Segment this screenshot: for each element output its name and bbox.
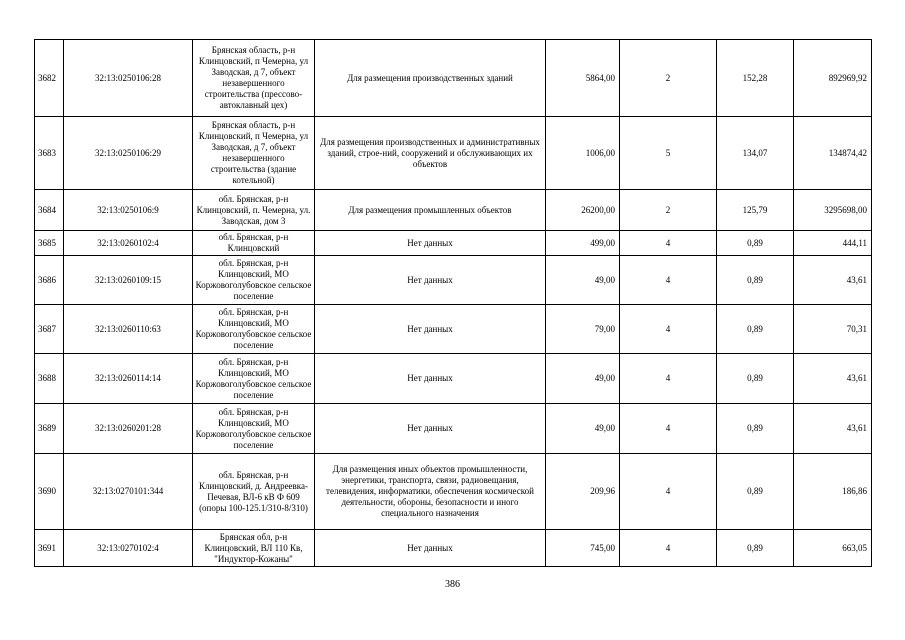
- table-row: [35, 256, 872, 305]
- area-cell: 745,00: [546, 530, 620, 567]
- value-cell: 444,11: [794, 231, 872, 256]
- table-row: [35, 117, 872, 190]
- row-number: 3685: [35, 231, 64, 256]
- value-cell: 663,05: [794, 530, 872, 567]
- rate-cell: 0,89: [717, 404, 794, 454]
- area-cell: 499,00: [546, 231, 620, 256]
- table-row: [35, 354, 872, 404]
- area-cell: 1006,00: [546, 117, 620, 190]
- cadastral-number: 32:13:0270101:344: [64, 454, 193, 530]
- cadastral-number: 32:13:0260201:28: [64, 404, 193, 454]
- cadastral-number: 32:13:0270102:4: [64, 530, 193, 567]
- table-row: [35, 530, 872, 567]
- value-cell: 892969,92: [794, 40, 872, 117]
- table-row: [35, 190, 872, 231]
- value-cell: 70,31: [794, 305, 872, 354]
- address-cell: обл. Брянская, р-н Клинцовский, п. Чемерна, ул. Заводская, дом 3: [193, 190, 315, 231]
- category-cell: 4: [620, 354, 717, 404]
- rate-cell: 0,89: [717, 231, 794, 256]
- row-number: 3687: [35, 305, 64, 354]
- cadastral-number: 32:13:0250106:9: [64, 190, 193, 231]
- rate-cell: 125,79: [717, 190, 794, 231]
- address-cell: обл. Брянская, р-н Клинцовский: [193, 231, 315, 256]
- row-number: 3690: [35, 454, 64, 530]
- cadastral-number: 32:13:0260102:4: [64, 231, 193, 256]
- category-cell: 4: [620, 231, 717, 256]
- category-cell: 2: [620, 190, 717, 231]
- value-cell: 43,61: [794, 354, 872, 404]
- address-cell: Брянская область, р-н Клинцовский, п Чемерна, ул Заводская, д 7, объект незавершенного строительства (прессово-автоклавный цех): [193, 40, 315, 117]
- address-cell: обл. Брянская, р-н Клинцовский, МО Коржовоголубовское сельское поселение: [193, 354, 315, 404]
- table-row: [35, 454, 872, 530]
- rate-cell: 0,89: [717, 530, 794, 567]
- value-cell: 43,61: [794, 404, 872, 454]
- purpose-cell: Для размещения промышленных объектов: [315, 190, 546, 231]
- address-cell: обл. Брянская, р-н Клинцовский, МО Коржовоголубовское сельское поселение: [193, 256, 315, 305]
- purpose-cell: Нет данных: [315, 404, 546, 454]
- row-number: 3688: [35, 354, 64, 404]
- value-cell: 43,61: [794, 256, 872, 305]
- category-cell: 4: [620, 530, 717, 567]
- table-row: [35, 305, 872, 354]
- row-number: 3684: [35, 190, 64, 231]
- category-cell: 4: [620, 454, 717, 530]
- area-cell: 49,00: [546, 256, 620, 305]
- category-cell: 4: [620, 404, 717, 454]
- row-number: 3686: [35, 256, 64, 305]
- address-cell: Брянская обл, р-н Клинцовский, ВЛ 110 Кв, "Индуктор-Кожаны": [193, 530, 315, 567]
- purpose-cell: Нет данных: [315, 256, 546, 305]
- row-number: 3683: [35, 117, 64, 190]
- address-cell: обл. Брянская, р-н Клинцовский, д. Андреевка-Печевая, ВЛ-6 кВ Ф 609 (опоры 100-125.1/310-8/310): [193, 454, 315, 530]
- rate-cell: 0,89: [717, 454, 794, 530]
- page-number: 386: [445, 579, 460, 590]
- land-registry-table: [34, 39, 872, 567]
- row-number: 3691: [35, 530, 64, 567]
- address-cell: Брянская область, р-н Клинцовский, п Чемерна, ул Заводская, д 7, объект незавершенного строительства (здание котельной): [193, 117, 315, 190]
- area-cell: 49,00: [546, 404, 620, 454]
- category-cell: 4: [620, 305, 717, 354]
- category-cell: 5: [620, 117, 717, 190]
- purpose-cell: Для размещения иных объектов промышленности, энергетики, транспорта, связи, радиовещания, телевидения, информатики, обеспечения космической деятельности, обороны, безопасности и иного специального назначения: [315, 454, 546, 530]
- rate-cell: 0,89: [717, 256, 794, 305]
- purpose-cell: Нет данных: [315, 354, 546, 404]
- table-row: [35, 231, 872, 256]
- category-cell: 2: [620, 40, 717, 117]
- area-cell: 5864,00: [546, 40, 620, 117]
- address-cell: обл. Брянская, р-н Клинцовский, МО Коржовоголубовское сельское поселение: [193, 305, 315, 354]
- cadastral-number: 32:13:0260110:63: [64, 305, 193, 354]
- category-cell: 4: [620, 256, 717, 305]
- cadastral-number: 32:13:0250106:29: [64, 117, 193, 190]
- cadastral-number: 32:13:0260109:15: [64, 256, 193, 305]
- rate-cell: 152,28: [717, 40, 794, 117]
- rate-cell: 134,07: [717, 117, 794, 190]
- rate-cell: 0,89: [717, 305, 794, 354]
- purpose-cell: Для размещения производственных и административных зданий, строе-ний, сооружений и обслуживающих их объектов: [315, 117, 546, 190]
- cadastral-number: 32:13:0260114:14: [64, 354, 193, 404]
- value-cell: 134874,42: [794, 117, 872, 190]
- area-cell: 26200,00: [546, 190, 620, 231]
- table-row: [35, 404, 872, 454]
- area-cell: 79,00: [546, 305, 620, 354]
- address-cell: обл. Брянская, р-н Клинцовский, МО Коржовоголубовское сельское поселение: [193, 404, 315, 454]
- rate-cell: 0,89: [717, 354, 794, 404]
- purpose-cell: Нет данных: [315, 305, 546, 354]
- value-cell: 186,86: [794, 454, 872, 530]
- purpose-cell: Нет данных: [315, 231, 546, 256]
- table-row: [35, 40, 872, 117]
- area-cell: 209,96: [546, 454, 620, 530]
- purpose-cell: Для размещения производственных зданий: [315, 40, 546, 117]
- area-cell: 49,00: [546, 354, 620, 404]
- row-number: 3682: [35, 40, 64, 117]
- value-cell: 3295698,00: [794, 190, 872, 231]
- purpose-cell: Нет данных: [315, 530, 546, 567]
- row-number: 3689: [35, 404, 64, 454]
- cadastral-number: 32:13:0250106:28: [64, 40, 193, 117]
